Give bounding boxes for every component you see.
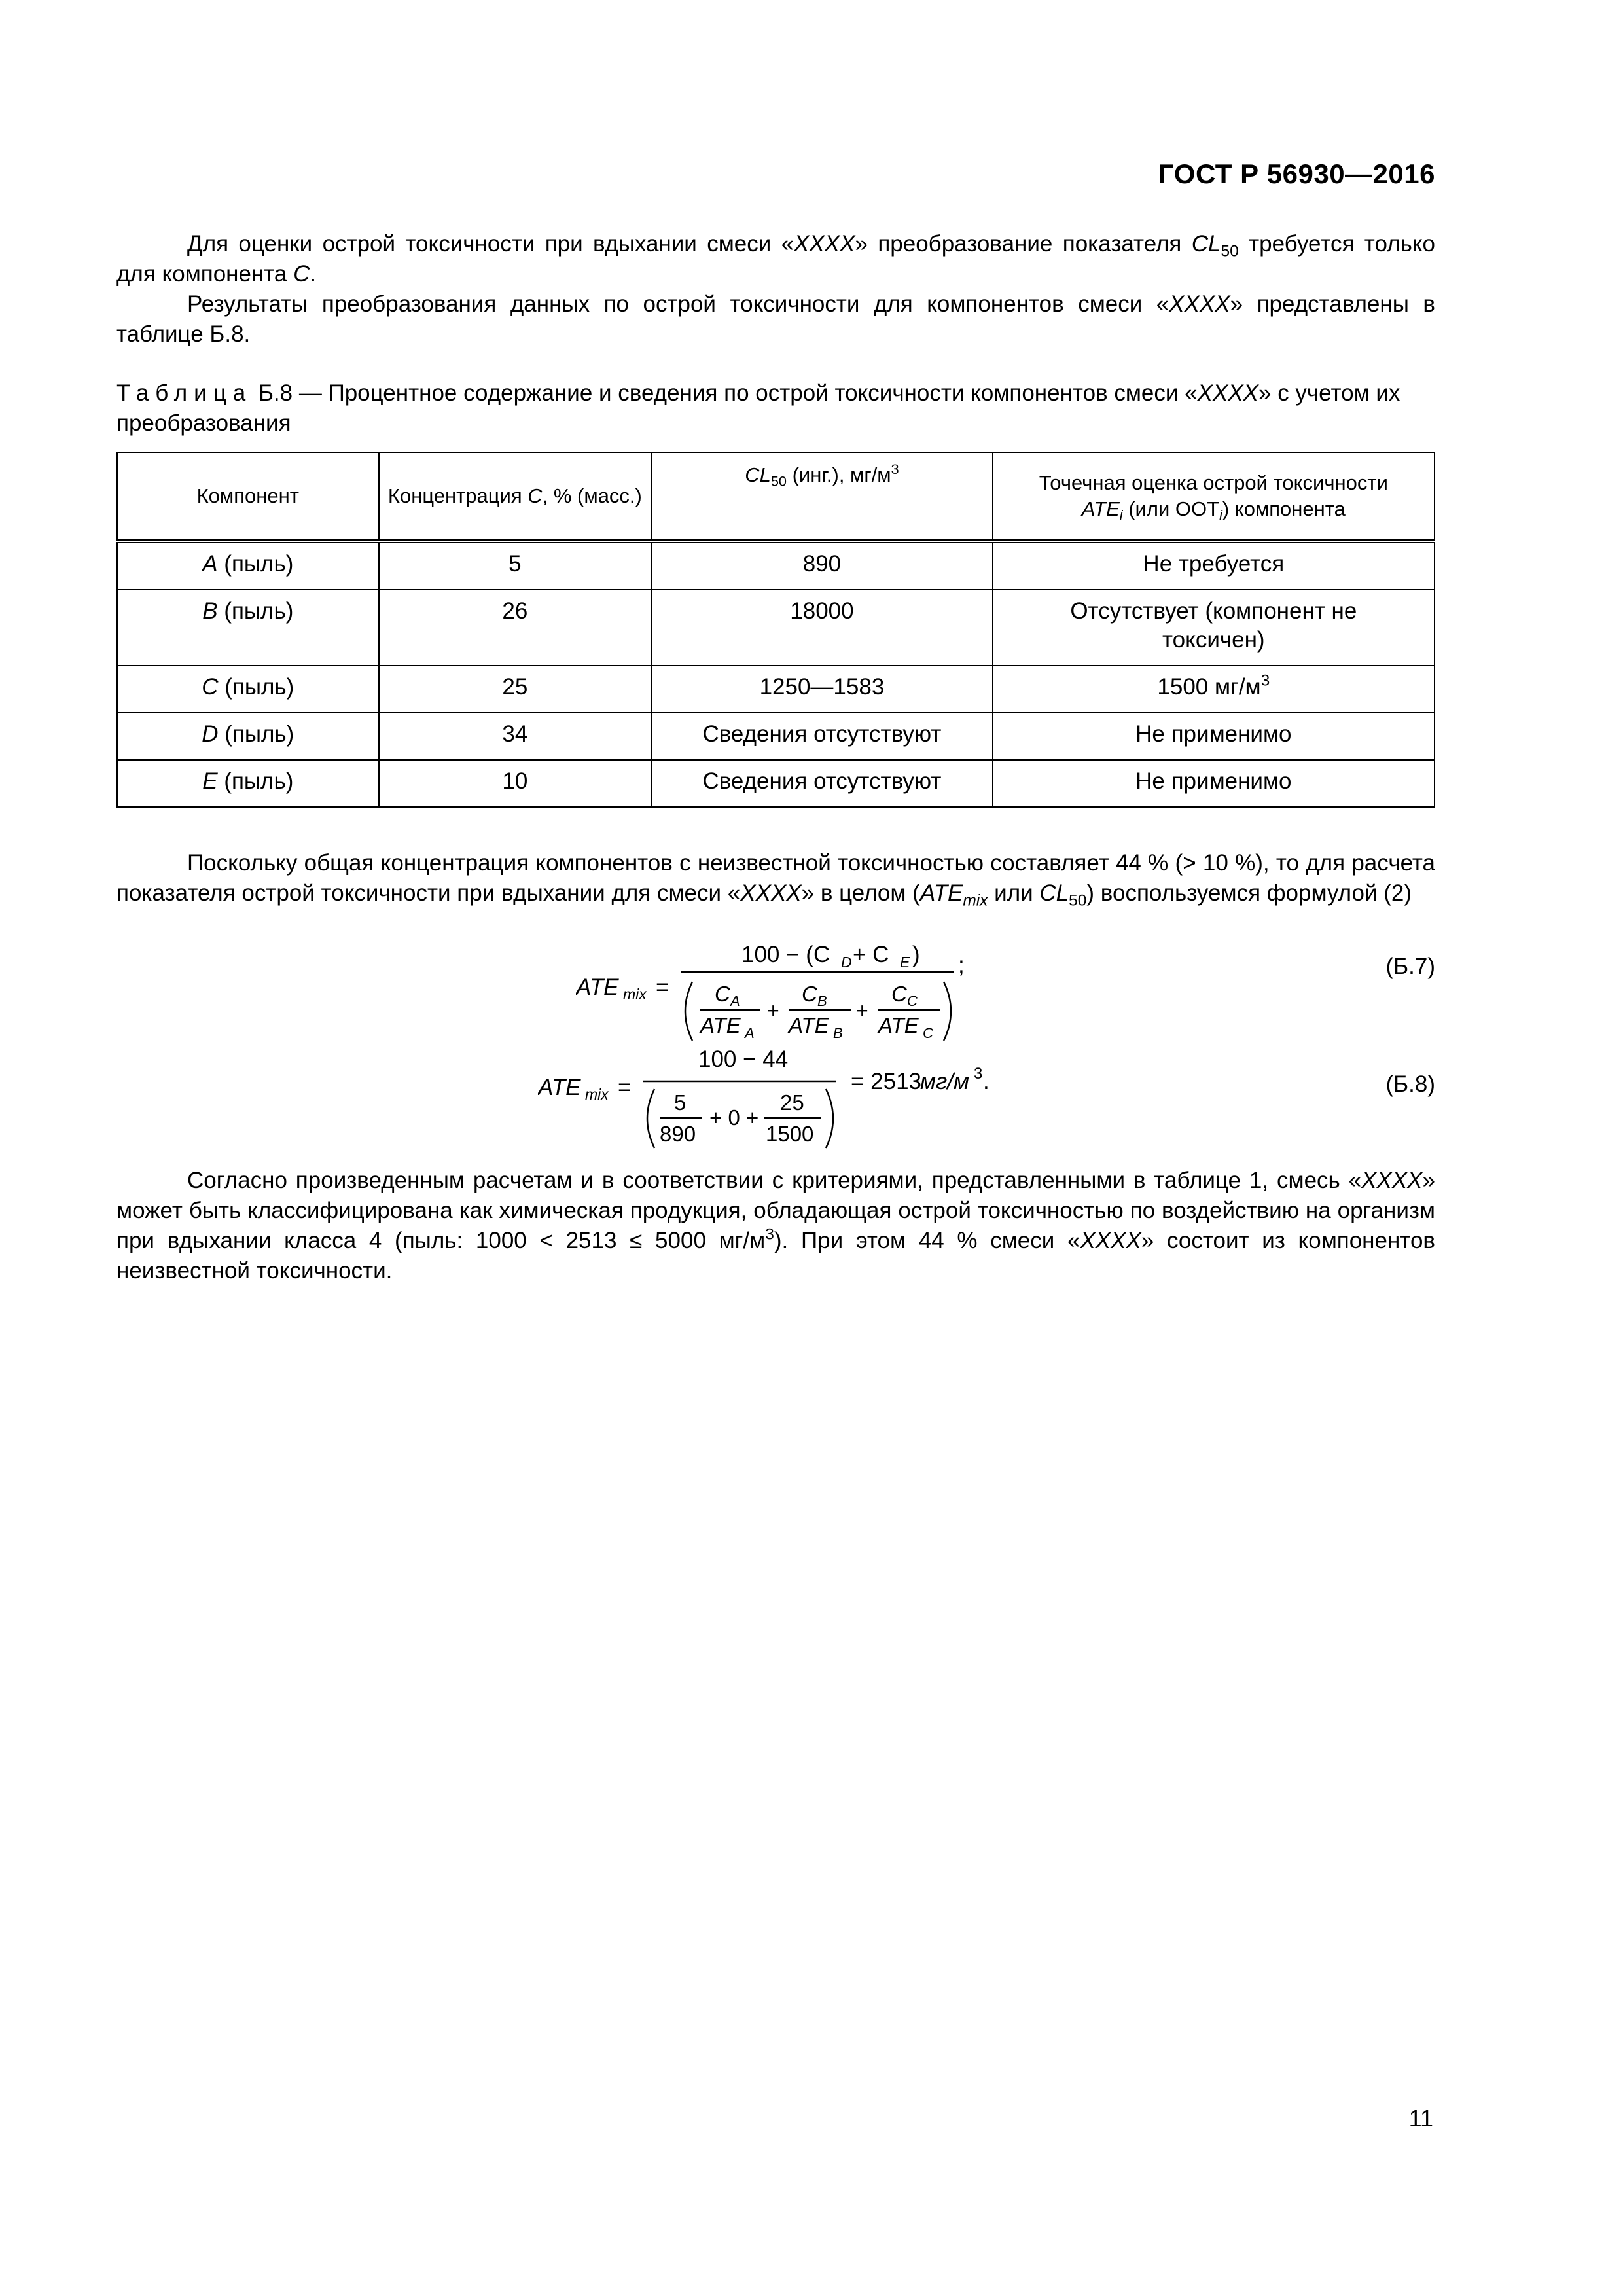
formula-b8-mid: + 0 + <box>709 1105 759 1130</box>
formula-b8-f2-num: 25 <box>780 1090 804 1115</box>
formula-b7-num-plus: + C <box>853 942 889 967</box>
formula-b8-f1-den: 890 <box>660 1122 696 1146</box>
cell-concentration: 5 <box>379 541 652 590</box>
document-code: ГОСТ Р 56930—2016 <box>1158 158 1435 189</box>
formula-b8 <box>538 1045 1035 1156</box>
paragraph-3: Поскольку общая концентрация компонентов с неизвестной токсичностью составляет 44 % (> 10 %), то для расчета показателя острой токсичности при вдыхании для смеси «XXXX» в целом ($ATE_{mix}$ или $CL_{50}$) воспользуемся формулой (2) <box>116 850 1435 910</box>
formula-b8-num: 100 − 44 <box>698 1047 789 1072</box>
cell-ate: Не применимо <box>993 760 1435 807</box>
cell-cl50: 18000 <box>651 590 992 666</box>
cell-component: D (пыль) <box>117 713 379 760</box>
formula-b8-result: = 2513 <box>851 1069 922 1094</box>
cell-cl50: 890 <box>651 541 992 590</box>
paragraph-4: Согласно произведенным расчетам и в соответствии с критериями, представленными в таблице 1, смесь «XXXX» может быть классифицирована как химическая продукция, обладающая острой токсичностью по воздействию на организм при вдыхании класса 4 (пыль: 1000 < 2513 ≤ 5000 $мг/м^3$). При этом 44 % смеси «XXXX» состоит из компонентов неизвестной токсичности. <box>116 1168 1436 1283</box>
paragraph-1: Для оценки острой токсичности при вдыхании смеси «XXXX» преобразование показателя $CL_{50}$ требуется только для компонента C. <box>116 231 1435 287</box>
formula-b8-dot: . <box>983 1069 990 1094</box>
formula-b8-label: (Б.8) <box>1385 1071 1435 1097</box>
formula-b8-left-paren <box>647 1089 654 1148</box>
cell-component: E (пыль) <box>117 760 379 807</box>
formula-b7-cb-sub: B <box>817 993 827 1009</box>
table-row <box>117 760 1435 807</box>
cell-ate: Не требуется <box>993 541 1435 590</box>
formula-b7-semicolon: ; <box>958 952 965 978</box>
formula-b7-right-paren <box>944 982 951 1041</box>
formula-b7-eq: = <box>656 975 669 1000</box>
table-header-row <box>117 452 1435 541</box>
formula-b7-ate-b: ATE <box>789 1013 829 1037</box>
formula-b7-num-close: ) <box>912 942 920 967</box>
cell-concentration: 25 <box>379 666 652 713</box>
cell-ate: Не применимо <box>993 713 1435 760</box>
cell-concentration: 34 <box>379 713 652 760</box>
table-row <box>117 666 1435 713</box>
cell-component: B (пыль) <box>117 590 379 666</box>
header-ate: Точечная оценка острой токсичности $ATE_i$ (или $ООТ_i$) компонента <box>993 452 1435 541</box>
table-row <box>117 713 1435 760</box>
formula-b7-left-paren <box>685 982 692 1041</box>
formula-b8-f1-num: 5 <box>674 1090 687 1115</box>
formula-b7-ate-a-sub: A <box>745 1025 755 1041</box>
header-cl50: $CL_{50}$ (инг.), $мг/м^3$ <box>651 452 992 541</box>
cell-concentration: 10 <box>379 760 652 807</box>
formula-b7-ate-c-sub: C <box>923 1025 933 1041</box>
formula-b7-num-e: E <box>900 954 910 971</box>
formula-b8-lhs: ATE <box>538 1075 581 1100</box>
cell-component: A (пыль) <box>117 541 379 590</box>
table-row <box>117 541 1435 590</box>
page-number: 11 <box>1408 2105 1433 2132</box>
formula-b8-unit: мг/м <box>920 1069 969 1094</box>
formula-b7-plus-1: + <box>767 999 779 1022</box>
formula-b7-ate-a: ATE <box>700 1013 741 1037</box>
header-concentration: Концентрация C, % (масс.) <box>379 452 652 541</box>
formula-b7-ate-b-sub: B <box>833 1025 843 1041</box>
table-row <box>117 590 1435 666</box>
formula-b7-plus-2: + <box>856 999 868 1022</box>
formula-b7-lhs: ATE <box>576 975 619 1000</box>
formula-b8-eq: = <box>618 1075 632 1100</box>
formula-b8-f2-den: 1500 <box>766 1122 814 1146</box>
cell-concentration: 26 <box>379 590 652 666</box>
formula-b8-lhs-sub: mix <box>585 1086 609 1103</box>
cell-ate: Отсутствует (компонент не токсичен) <box>993 590 1435 666</box>
formula-b7-num-d: D <box>841 954 852 971</box>
formula-b7-cc: C <box>891 982 907 1006</box>
cell-cl50: 1250—1583 <box>651 666 992 713</box>
formula-b7-cb: C <box>802 982 817 1006</box>
cell-cl50: Сведения отсутствуют <box>651 713 992 760</box>
formula-b7-label: (Б.7) <box>1385 954 1435 979</box>
cell-component: C (пыль) <box>117 666 379 713</box>
formula-b7-ca: C <box>715 982 730 1006</box>
formula-b7-ate-c: ATE <box>878 1013 919 1037</box>
cell-ate: 1500 $мг/м^3$ <box>993 666 1435 713</box>
formula-b7-ca-sub: A <box>730 993 740 1009</box>
cell-cl50: Сведения отсутствуют <box>651 760 992 807</box>
formula-b8-right-paren <box>826 1089 833 1148</box>
formula-b7-num: 100 − (C <box>741 942 830 967</box>
table-caption: Таблица Б.8 — Процентное содержание и сведения по острой токсичности компонентов смеси «XXXX» с учетом их преобразования <box>116 380 1400 436</box>
toxicity-table <box>116 452 1435 808</box>
formula-b7 <box>576 936 1008 1054</box>
formula-b7-cc-sub: C <box>907 993 918 1009</box>
formula-b7-lhs-sub: mix <box>623 986 647 1003</box>
header-component: Компонент <box>117 452 379 541</box>
formula-b8-unit-sup: 3 <box>974 1065 983 1083</box>
paragraph-2: Результаты преобразования данных по острой токсичности для компонентов смеси «XXXX» представлены в таблице Б.8. <box>116 291 1435 347</box>
